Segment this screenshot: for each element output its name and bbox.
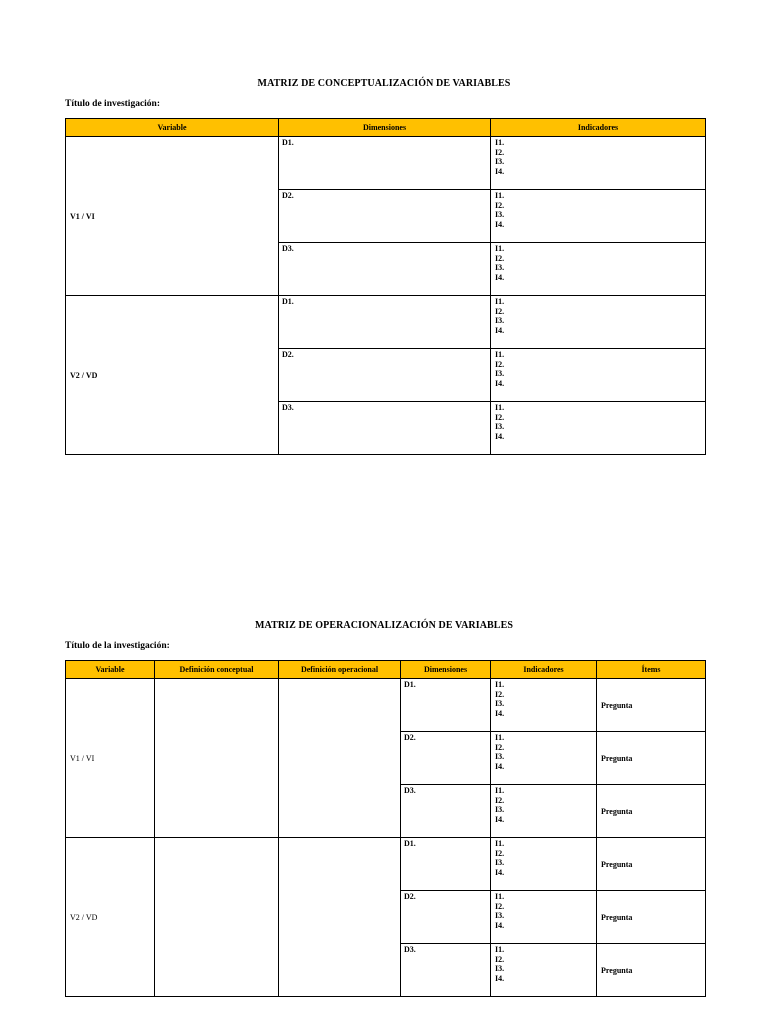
indicator-label: I2. (495, 901, 505, 911)
indicator-label: I4. (495, 219, 505, 229)
table-row (66, 296, 706, 349)
header-indicators: Indicadores (491, 119, 706, 137)
variable-cell: V2 / VD (66, 296, 279, 455)
indicator-label: I4. (495, 973, 505, 983)
indicator-label: I3. (495, 263, 505, 273)
indicator-label: I3. (495, 858, 505, 868)
matrix-2-title: MATRIZ DE OPERACIONALIZACIÓN DE VARIABLES (254, 620, 514, 631)
indicators-cell (491, 679, 597, 732)
indicator-label: I2. (495, 954, 505, 964)
matrix-1-subtitle: Título de investigación: (65, 99, 161, 109)
matrix-1-title: MATRIZ DE CONCEPTUALIZACIÓN DE VARIABLES (257, 78, 511, 89)
item-cell: Pregunta (597, 679, 706, 732)
conceptual-definition-cell (155, 679, 279, 838)
indicator-label: I2. (495, 200, 505, 210)
variable-cell: V1 / VI (66, 137, 279, 296)
table-header-row (66, 119, 706, 137)
dimension-cell: D3. (401, 785, 491, 838)
indicator-label: I2. (495, 848, 505, 858)
indicators-cell (491, 137, 706, 190)
table-row (66, 137, 706, 190)
indicators-cell (491, 296, 706, 349)
dimension-cell: D2. (401, 732, 491, 785)
table-header-row (66, 661, 706, 679)
indicator-label: I4. (495, 325, 505, 335)
indicator-label: I1. (495, 839, 505, 848)
indicator-label: I1. (495, 138, 505, 147)
indicator-label: I4. (495, 272, 505, 282)
indicator-label: I2. (495, 359, 505, 369)
indicator-label: I2. (495, 253, 505, 263)
indicator-label: I4. (495, 867, 505, 877)
dimension-cell: D2. (279, 349, 491, 402)
indicator-label: I1. (495, 244, 505, 253)
indicator-label: I1. (495, 892, 505, 901)
indicator-label: I2. (495, 795, 505, 805)
indicators-cell (491, 190, 706, 243)
indicator-label: I4. (495, 166, 505, 176)
indicator-label: I2. (495, 412, 505, 422)
indicators-cell (491, 944, 597, 997)
indicator-label: I1. (495, 403, 505, 412)
item-cell: Pregunta (597, 785, 706, 838)
operational-definition-cell (279, 838, 401, 997)
indicator-label: I3. (495, 699, 505, 709)
header-items: Ítems (597, 661, 706, 679)
dimension-cell: D2. (401, 891, 491, 944)
conceptualization-table (65, 118, 706, 455)
indicator-label: I4. (495, 920, 505, 930)
dimension-cell: D2. (279, 190, 491, 243)
indicator-label: I4. (495, 708, 505, 718)
indicator-label: I2. (495, 306, 505, 316)
table-row (66, 679, 706, 732)
indicator-label: I3. (495, 964, 505, 974)
header-variable: Variable (66, 119, 279, 137)
indicators-cell (491, 891, 597, 944)
indicator-label: I1. (495, 191, 505, 200)
variable-cell: V2 / VD (66, 838, 155, 997)
conceptual-definition-cell (155, 838, 279, 997)
variable-cell: V1 / VI (66, 679, 155, 838)
indicators-cell (491, 785, 597, 838)
indicator-label: I1. (495, 297, 505, 306)
indicators-cell (491, 402, 706, 455)
matrix-2-subtitle: Título de la investigación: (65, 641, 170, 651)
indicator-label: I3. (495, 422, 505, 432)
dimension-cell: D3. (279, 402, 491, 455)
item-cell: Pregunta (597, 732, 706, 785)
dimension-cell: D1. (279, 137, 491, 190)
operationalization-table (65, 660, 706, 997)
indicator-label: I1. (495, 680, 505, 689)
header-dimensions: Dimensiones (279, 119, 491, 137)
indicators-cell (491, 349, 706, 402)
indicator-label: I2. (495, 689, 505, 699)
indicator-label: I2. (495, 147, 505, 157)
indicator-label: I3. (495, 316, 505, 326)
header-conceptual-definition: Definición conceptual (155, 661, 279, 679)
indicators-cell (491, 732, 597, 785)
item-cell: Pregunta (597, 838, 706, 891)
indicator-label: I3. (495, 805, 505, 815)
indicator-label: I4. (495, 761, 505, 771)
dimension-cell: D3. (279, 243, 491, 296)
indicator-label: I4. (495, 814, 505, 824)
item-cell: Pregunta (597, 891, 706, 944)
indicator-label: I3. (495, 210, 505, 220)
item-cell: Pregunta (597, 944, 706, 997)
indicator-label: I1. (495, 350, 505, 359)
indicator-label: I3. (495, 911, 505, 921)
header-indicators: Indicadores (491, 661, 597, 679)
dimension-cell: D1. (401, 679, 491, 732)
header-variable: Variable (66, 661, 155, 679)
table-row (66, 838, 706, 891)
header-operational-definition: Definición operacional (279, 661, 401, 679)
indicators-cell (491, 838, 597, 891)
operational-definition-cell (279, 679, 401, 838)
indicators-cell (491, 243, 706, 296)
indicator-label: I4. (495, 431, 505, 441)
header-dimensions: Dimensiones (401, 661, 491, 679)
indicator-label: I3. (495, 157, 505, 167)
indicator-label: I4. (495, 378, 505, 388)
indicator-label: I2. (495, 742, 505, 752)
indicator-label: I3. (495, 369, 505, 379)
dimension-cell: D1. (401, 838, 491, 891)
indicator-label: I1. (495, 945, 505, 954)
dimension-cell: D1. (279, 296, 491, 349)
dimension-cell: D3. (401, 944, 491, 997)
indicator-label: I1. (495, 733, 505, 742)
indicator-label: I3. (495, 752, 505, 762)
indicator-label: I1. (495, 786, 505, 795)
